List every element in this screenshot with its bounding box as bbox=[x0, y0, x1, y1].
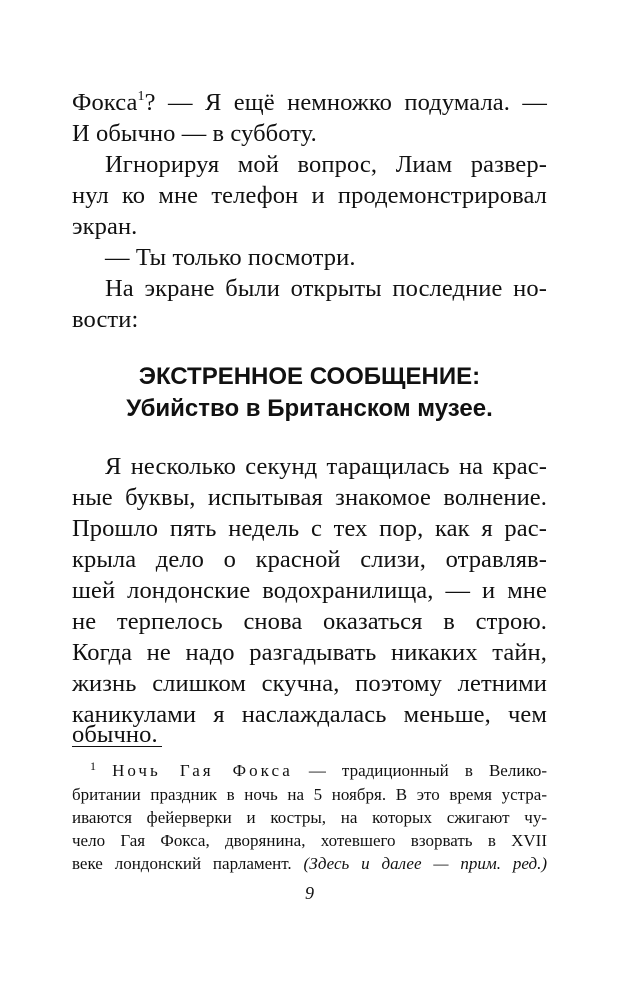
text-line: вости: bbox=[72, 306, 139, 333]
footnote-line bbox=[72, 853, 547, 875]
footnote-text: — традиционный в Велико- bbox=[292, 761, 547, 780]
footnote-divider bbox=[72, 746, 162, 747]
text-line: не терпелось снова оказаться в строю. bbox=[72, 608, 547, 635]
breaking-news-subheading: Убийство в Британском музее. bbox=[126, 395, 493, 422]
text-line bbox=[72, 88, 547, 118]
text-line: На экране были открыты последние но- bbox=[105, 275, 547, 302]
text-fragment: ? — Я ещё немножко подумала. — bbox=[144, 89, 547, 116]
text-line: каникулами я наслаждалась меньше, чем bbox=[72, 701, 547, 728]
footnote-line bbox=[90, 760, 547, 782]
page-number: 9 bbox=[305, 883, 314, 903]
text-line: жизнь слишком скучна, поэтому летними bbox=[72, 670, 547, 697]
text-fragment: Фокса bbox=[72, 89, 138, 116]
text-line: шей лондонские водохранилища, — и мне bbox=[72, 577, 547, 604]
footnote-line: иваются фейерверки и костры, на которых сжигают чу- bbox=[72, 808, 547, 827]
text-line: Когда не надо разгадывать никаких тайн, bbox=[72, 639, 547, 666]
footnote-line: чело Гая Фокса, дворянина, хотевшего взорвать в XVII bbox=[72, 831, 547, 850]
text-line: Прошло пять недель с тех пор, как я рас- bbox=[72, 515, 547, 542]
footnote-text: веке лондонский парламент. bbox=[72, 854, 304, 873]
text-line: экран. bbox=[72, 213, 138, 240]
text-line: нул ко мне телефон и продемонстрировал bbox=[72, 182, 547, 209]
text-line: Я несколько секунд таращилась на крас- bbox=[105, 453, 547, 480]
footnote-mark: 1 bbox=[90, 759, 96, 773]
footnote-term: Ночь Гая Фокса bbox=[112, 761, 293, 780]
text-line: Игнорируя мой вопрос, Лиам развер- bbox=[105, 151, 547, 178]
text-line: ные буквы, испытывая знакомое волнение. bbox=[72, 484, 547, 511]
text-line: И обычно — в субботу. bbox=[72, 120, 317, 147]
editor-note: (Здесь и далее — прим. ред.) bbox=[303, 854, 547, 873]
footnote-line: британии праздник в ночь на 5 ноября. В это время устра- bbox=[72, 785, 547, 804]
text-line: крыла дело о красной слизи, отравляв- bbox=[72, 546, 547, 573]
breaking-news-heading: ЭКСТРЕННОЕ СООБЩЕНИЕ: bbox=[138, 363, 481, 390]
text-line: обычно. bbox=[72, 721, 158, 748]
text-line: — Ты только посмотри. bbox=[105, 244, 356, 271]
footnote-reference[interactable]: 1 bbox=[137, 89, 145, 104]
